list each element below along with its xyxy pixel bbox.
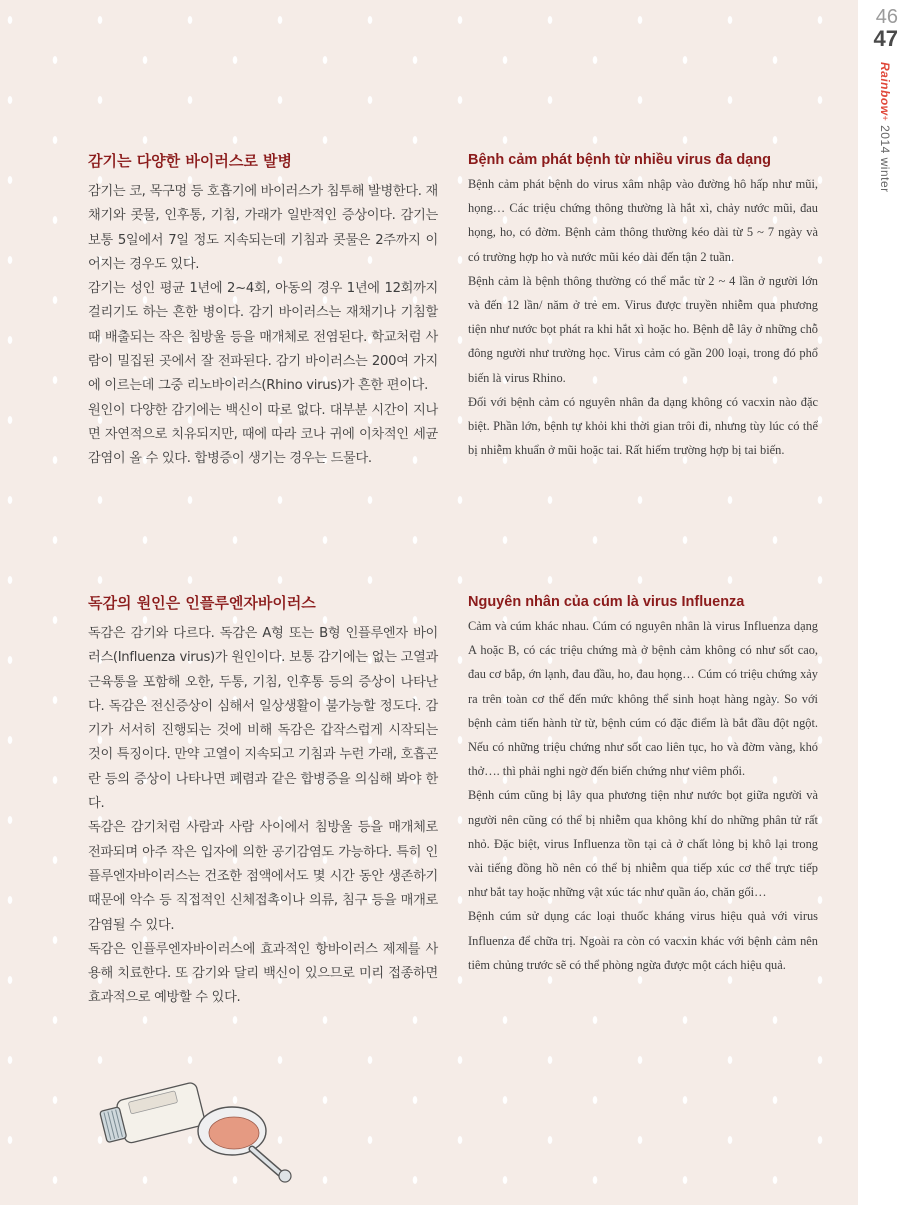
- paragraph: Bệnh cúm sử dụng các loại thuốc kháng virus hiệu quả với virus Influenza để chữa trị. Ngoài ra còn có vacxin khác với bệnh cảm nên tiêm chủng trước sẽ có thể phòng ngừa được một cách hiệu quả.: [468, 909, 818, 972]
- section-heading: Bệnh cảm phát bệnh từ nhiều virus đa dạng: [468, 152, 771, 168]
- vietnamese-section-cold: [468, 150, 818, 462]
- spoon-icon: [198, 1107, 291, 1182]
- paragraph: Bệnh cảm là bệnh thông thường có thể mắc từ 2 ~ 4 lần ở người lớn và đến 12 lần/ năm ở trẻ em. Virus được truyền nhiễm qua phương tiện như nước bọt phát ra khi hắt xì hoặc ho. Bệnh dễ lây ở những chỗ đông người như trường học. Virus cảm có gần 200 loại, trong đó phổ biến là virus Rhino.: [468, 273, 818, 385]
- paragraph: 감기는 성인 평균 1년에 2~4회, 아동의 경우 1년에 12회까지 걸리기도 하는 흔한 병이다. 감기 바이러스는 재채기나 기침할 때 배출되는 작은 침방울 등을 매개체로 전염된다. 학교처럼 사람이 밀집된 곳에서 잘 전파된다. 감기 바이러스는 200여 가지에 이르는데 그중 리노바이러스(Rhino virus)가 흔한 편이다.: [88, 281, 438, 394]
- magazine-logo: Rainbow: [878, 62, 892, 116]
- vietnamese-section-flu: [468, 592, 818, 977]
- paragraph: 독감은 감기와 다르다. 독감은 A형 또는 B형 인플루엔자 바이러스(Influenza virus)가 원인이다. 보통 감기에는 없는 고열과 근육통을 포함해 오한, 두통, 기침, 인후통 등의 증상이 나타난다. 독감은 전신증상이 심해서 일상생활이 불가능할 정도다. 감기가 서서히 진행되는 것에 비해 독감은 갑작스럽게 시작되는 것이 특징이다. 만약 고열이 지속되고 기침과 누런 가래, 호흡곤란 등의 증상이 나타나면 폐렴과 같은 합병증을 의심해 봐야 한다.: [88, 626, 438, 812]
- section-heading: 독감의 원인은 인플루엔자바이러스: [88, 594, 316, 612]
- paragraph: Bệnh cúm cũng bị lây qua phương tiện như nước bọt giữa người và người nên cũng có thể bị nhiễm qua không khí do những phân tử rất nhỏ. Đặc biệt, virus Influenza tồn tại cả ở chất lỏng bị khô lại trong vài tiếng đồng hồ nên có thể bị nhiễm qua tiếp xúc cơ thể trực tiếp như bắt tay hoặc những vật xúc tác như quần áo, chăn gối…: [468, 788, 818, 900]
- medicine-bottle-icon: [98, 1082, 206, 1149]
- paragraph: Đối với bệnh cảm có nguyên nhân đa dạng không có vacxin nào đặc biệt. Phần lớn, bệnh tự khỏi khi thời gian trôi đi, nhưng tùy lúc có thể bị nhiễm khuẩn ở mũi hoặc tai. Rất hiếm trường hợp bị tai biến.: [468, 394, 818, 458]
- korean-section-cold: [88, 150, 438, 472]
- current-page-number: 47: [873, 26, 898, 51]
- paragraph: Bệnh cảm phát bệnh do virus xâm nhập vào đường hô hấp như mũi, họng… Các triệu chứng thông thường là hắt xì, chảy nước mũi, đau họng, ho, có đờm. Bệnh cảm thông thường kéo dài từ 5 ~ 7 ngày và có trường hợp ho và nước mũi kéo dài đến tận 2 tuần.: [468, 177, 818, 264]
- previous-page-number: 46: [875, 6, 898, 28]
- section-heading: 감기는 다양한 바이러스로 발병: [88, 152, 293, 170]
- paragraph: 원인이 다양한 감기에는 백신이 따로 없다. 대부분 시간이 지나면 자연적으로 치유되지만, 때에 따라 코나 귀에 이차적인 세균 감염이 올 수 있다. 합병증이 생기는 경우는 드물다.: [88, 402, 438, 467]
- medicine-illustration: [92, 1075, 312, 1185]
- magazine-edition-label: [878, 62, 892, 193]
- section-heading: Nguyên nhân của cúm là virus Influenza: [468, 594, 745, 610]
- paragraph: Cảm và cúm khác nhau. Cúm có nguyên nhân là virus Influenza dạng A hoặc B, có các triệu chứng mà ở bệnh cảm không có như sốt cao, đau cơ bắp, ớn lạnh, đau đầu, ho, đau họng… Cúm có triệu chứng xảy ra trên toàn cơ thể đến mức không thể sinh hoạt hàng ngày. So với bệnh cảm tiến hành từ từ, bệnh cúm có đặc điểm là bắt đầu đột ngột. Nếu có những triệu chứng như sốt cao liên tục, ho và đờm vàng, khó thở…. thì phải nghi ngờ đến biến chứng như viêm phổi.: [468, 619, 818, 779]
- paragraph: 독감은 감기처럼 사람과 사람 사이에서 침방울 등을 매개체로 전파되며 아주 작은 입자에 의한 공기감염도 가능하다. 특히 인플루엔자바이러스는 건조한 점액에서도 몇 시간 동안 생존하기 때문에 악수 등 직접적인 신체접촉이나 의류, 침구 등을 매개로 감염될 수 있다.: [88, 820, 438, 933]
- edition-text: 2014 winter: [878, 125, 892, 193]
- magazine-logo-plus: +: [880, 115, 890, 122]
- paragraph: 감기는 코, 목구멍 등 호흡기에 바이러스가 침투해 발병한다. 재채기와 콧물, 인후통, 기침, 가래가 일반적인 증상이다. 감기는 보통 5일에서 7일 정도 지속되는데 기침과 콧물은 2주까지 이어지는 경우도 있다.: [88, 184, 438, 272]
- paragraph: 독감은 인플루엔자바이러스에 효과적인 항바이러스 제제를 사용해 치료한다. 또 감기와 달리 백신이 있으므로 미리 접종하면 효과적으로 예방할 수 있다.: [88, 941, 438, 1006]
- korean-section-flu: [88, 592, 438, 1011]
